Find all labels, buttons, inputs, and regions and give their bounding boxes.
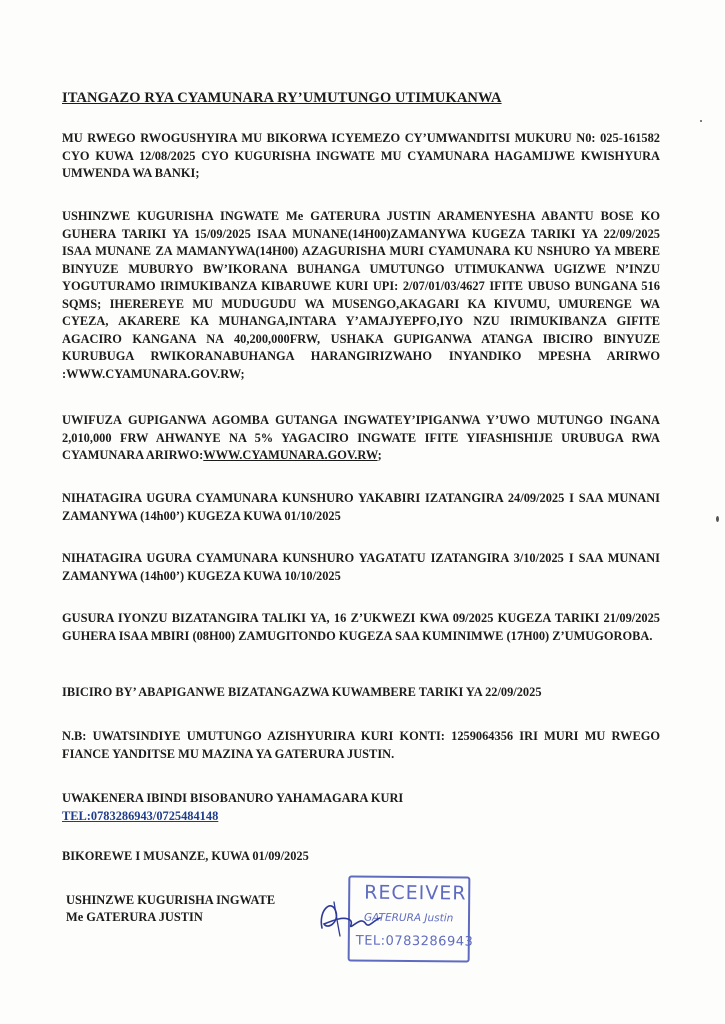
paragraph-2: USHINZWE KUGURISHA INGWATE Me GATERURA JUSTIN ARAMENYESHA ABANTU BOSE KO GUHERA TARIKI YA 15/09/2025 ISAA MUNANE(14H00)ZAMANYWA KUGEZA TARIKI YA 22/09/2025 ISAA MUNANE ZA MAMANYWA(14H00) AZAGURISHA MURI CYAMUNARA KU NSHURO YA MBERE BINYUZE MUBURYO BW’IKORANA BUHANGA UMUTUNGO UTIMUKANWA UGIZWE N’INZU YOGUTURAMO IRIMUKIBANZA KIBARUWE KURI UPI: 2/07/01/03/4627 IFITE UBUSO BUNGANA 516 SQMS; IHEREREYE MU MUDUGUDU WA MUSENGO,AKAGARI KA KIVUMU, UMURENGE WA CYEZA, AKARERE KA MUHANGA,INTARA Y’AMAJYEPFO,IYO NZU IRIMUKIBANZA GIFITE AGACIRO KANGANA NA 40,200,000FRW, USHAKA GUPIGANWA ATANGA IBICIRO BINYUZE KURUBUGA RWIKORANABUHANGA HARANGIRIZWAHO INYANDIKO MPESHA ARIRWO :WWW.CYAMUNARA.GOV.RW; xyxy=(62,209,660,381)
paragraph-5: NIHATAGIRA UGURA CYAMUNARA KUNSHURO YAGATATU IZATANGIRA 3/10/2025 I SAA MUNANI ZAMANYWA (14h00’) KUGEZA KUWA 10/10/2025 xyxy=(62,551,660,583)
signatory-block xyxy=(66,892,275,926)
contact-text: UWAKENERA IBINDI BISOBANURO YAHAMAGARA KURI xyxy=(62,791,404,805)
handwritten-signature xyxy=(314,890,384,940)
paragraph-4: NIHATAGIRA UGURA CYAMUNARA KUNSHURO YAKABIRI IZATANGIRA 24/09/2025 I SAA MUNANI ZAMANYWA (14h00’) KUGEZA KUWA 01/10/2025 xyxy=(62,491,660,523)
paragraph-9 xyxy=(62,790,660,825)
paragraph-1: MU RWEGO RWOGUSHYIRA MU BIKORWA ICYEMEZO CY’UMWANDITSI MUKURU N0: 025-161582 CYO KUWA 12/08/2025 CYO KUGURISHA INGWATE MU CYAMUNARA HAGAMIJWE KWISHYURA UMWENDA WA BANKI; xyxy=(62,131,660,180)
stamp-phone: TEL:0783286943 xyxy=(355,933,474,950)
paragraph-8: N.B: UWATSINDIYE UMUTUNGO AZISHYURIRA KURI KONTI: 1259064356 IRI MURI MU RWEGO FIANCE YANDITSE MU MAZINA YA GATERURA JUSTIN. xyxy=(62,729,660,761)
phone-link[interactable]: TEL:0783286943/0725484148 xyxy=(62,808,219,823)
paragraph-3-text: UWIFUZA GUPIGANWA AGOMBA GUTANGA INGWATEY’IPIGANWA Y’UWO MUTUNGO INGANA 2,010,000 FRW AHWANYE NA 5% YAGACIRO INGWATE IFITE YIFASHISHIJE URUBUGA RWA CYAMUNARA ARIRWO: xyxy=(62,413,660,462)
website-link[interactable]: WWW.CYAMUNARA.GOV.RW xyxy=(203,448,378,462)
paragraph-10: BIKOREWE I MUSANZE, KUWA 01/09/2025 xyxy=(62,849,309,863)
stamp-title: RECEIVER xyxy=(364,881,467,905)
document-title: ITANGAZO RYA CYAMUNARA RY’UMUTUNGO UTIMUKANWA xyxy=(62,90,502,106)
stamp-name: GATERURA Justin xyxy=(363,911,454,925)
paragraph-6: GUSURA IYONZU BIZATANGIRA TALIKI YA, 16 Z’UKWEZI KWA 09/2025 KUGEZA TARIKI 21/09/2025 GUHERA ISAA MBIRI (08H00) ZAMUGITONDO KUGEZA SAA KUMINIMWE (17H00) Z’UMUGOROBA. xyxy=(62,611,660,643)
signatory-role: USHINZWE KUGURISHA INGWATE xyxy=(66,893,276,907)
paragraph-7: IBICIRO BY’ ABAPIGANWE BIZATANGAZWA KUWAMBERE TARIKI YA 22/09/2025 xyxy=(62,685,542,699)
paragraph-3-end: ; xyxy=(377,448,382,462)
scan-speck xyxy=(716,516,719,522)
paragraph-3 xyxy=(62,412,660,465)
scan-speck xyxy=(700,120,702,122)
signatory-name: Me GATERURA JUSTIN xyxy=(66,910,203,924)
